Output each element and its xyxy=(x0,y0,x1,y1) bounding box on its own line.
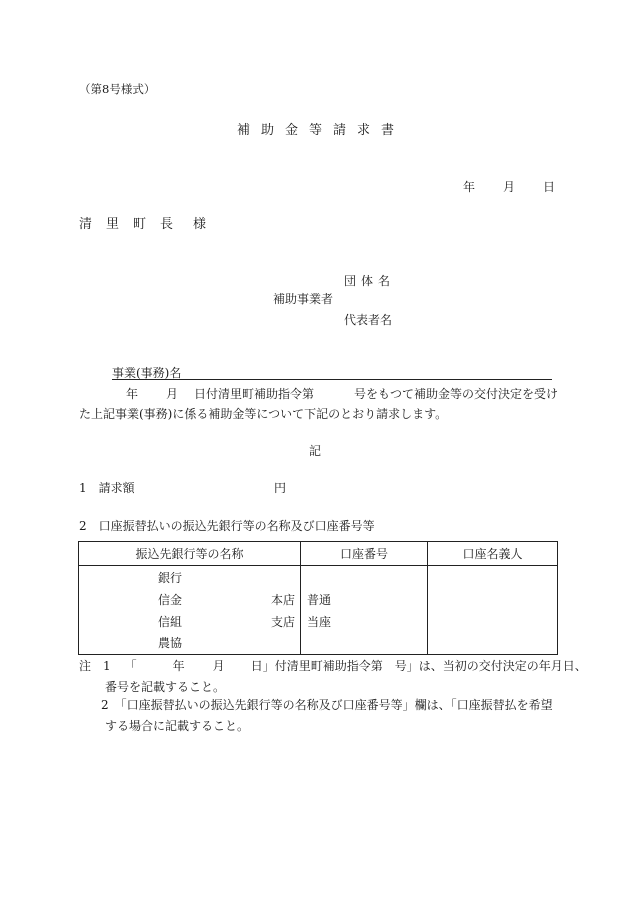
note-1-day: 日 xyxy=(250,659,263,673)
table-row xyxy=(79,566,558,655)
page-title: 補助金等請求書 xyxy=(236,123,405,138)
bank-type-bank: 銀行 xyxy=(158,571,183,585)
note-1-open-quote: 「 xyxy=(124,659,137,673)
applicant-label: 補助事業者 xyxy=(273,292,334,306)
bank-type-shinkin: 信金 xyxy=(158,593,183,607)
addressee xyxy=(79,218,206,231)
addressee-name: 清里町長 xyxy=(79,217,188,232)
item-bank-info-heading: 2 口座振替払いの振込先銀行等の名称及び口座番号等 xyxy=(79,519,375,533)
body-line-2: た上記事業(事務)に係る補助金等について下記のとおり請求します。 xyxy=(79,407,448,421)
body-year: 年 xyxy=(126,387,139,401)
note-2-continued: する場合に記載すること。 xyxy=(105,719,250,733)
body-month: 月 xyxy=(166,387,179,401)
header-account-number: 口座番号 xyxy=(301,542,428,566)
request-amount-unit: 円 xyxy=(274,481,287,495)
note-1 xyxy=(79,660,587,672)
form-number: （第8号様式） xyxy=(79,82,156,96)
date-day: 日 xyxy=(542,180,555,194)
note-2: 2 「口座振替払いの振込先銀行等の名称及び口座番号等」欄は、「口座振替払を希望 xyxy=(101,698,553,712)
account-type-current: 当座 xyxy=(307,615,332,629)
branch-type-branch: 支店 xyxy=(271,615,296,629)
branch-type-head-office: 本店 xyxy=(271,593,296,607)
project-name-label: 事業(事務)名 xyxy=(112,366,182,380)
date-year: 年 xyxy=(462,180,475,194)
account-number-cell[interactable] xyxy=(301,566,428,655)
account-holder-cell[interactable] xyxy=(428,566,558,655)
bank-name-cell[interactable] xyxy=(79,566,301,655)
addressee-honorific: 様 xyxy=(193,217,207,232)
rep-label: 代表者名 xyxy=(344,313,393,327)
bank-type-shinkumi: 信組 xyxy=(158,615,183,629)
account-type-ordinary: 普通 xyxy=(307,593,332,607)
note-1-year: 年 xyxy=(172,659,185,673)
note-1-continued: 番号を記載すること。 xyxy=(105,680,226,694)
note-1-month: 月 xyxy=(212,659,225,673)
body-line-1 xyxy=(112,388,558,400)
body-suffix: 号をもつて補助金等の交付決定を受け xyxy=(354,387,559,401)
note-1-tail: 」付清里町補助指令第 号」は、当初の交付決定の年月日、 xyxy=(262,659,587,673)
body-prefix: 日付清里町補助指令第 xyxy=(194,387,315,401)
header-bank-name: 振込先銀行等の名称 xyxy=(79,542,301,566)
note-1-prefix: 注 1 xyxy=(79,659,111,673)
request-amount-label: 1 請求額 xyxy=(79,481,135,495)
date-month: 月 xyxy=(502,180,515,194)
project-name-underline xyxy=(112,379,552,380)
bank-account-table xyxy=(78,541,558,655)
header-account-holder: 口座名義人 xyxy=(428,542,558,566)
org-label: 団体名 xyxy=(344,274,396,288)
date-line xyxy=(435,181,555,193)
table-header-row xyxy=(79,542,558,566)
item-request-amount xyxy=(79,481,287,495)
bank-type-nokyo: 農協 xyxy=(158,636,183,650)
ki-heading: 記 xyxy=(308,444,321,458)
